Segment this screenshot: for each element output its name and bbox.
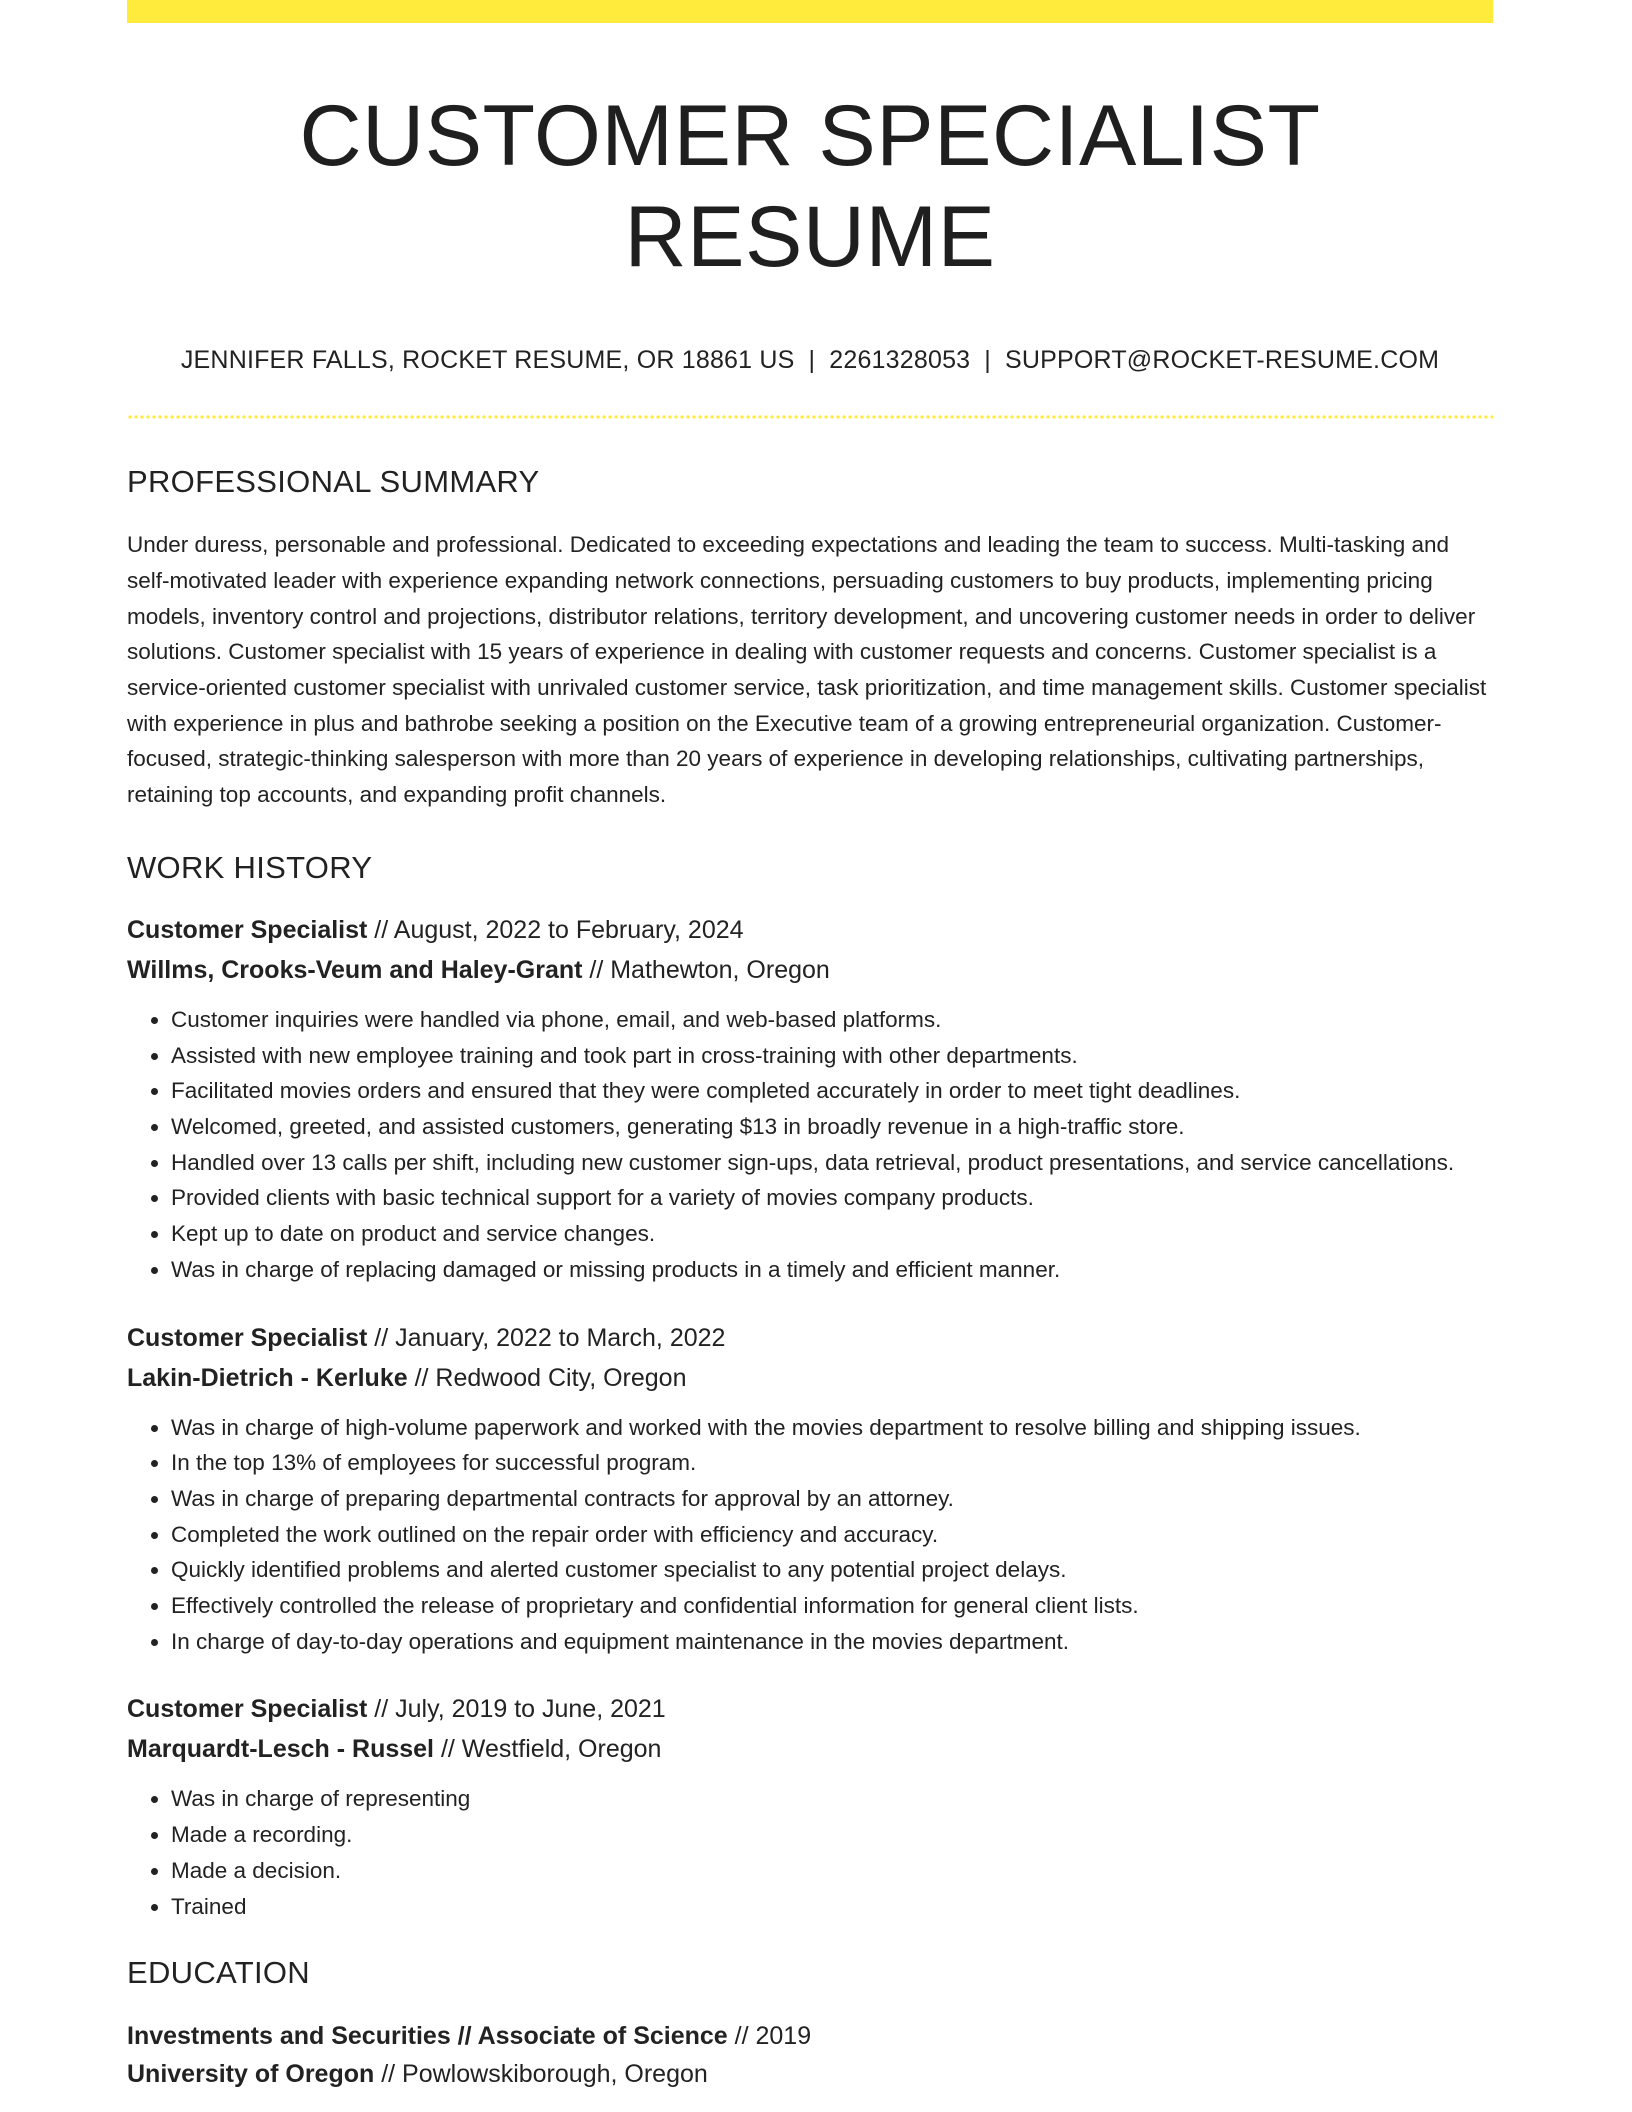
work-history-heading: WORK HISTORY	[127, 849, 373, 885]
bullet-item: • Was in charge of replacing damaged or missing products in a timely and efficient manner.	[171, 1252, 1493, 1288]
summary-heading: PROFESSIONAL SUMMARY	[127, 463, 540, 499]
education-heading: EDUCATION	[127, 1955, 310, 1991]
job-dates: // January, 2022 to March, 2022	[367, 1323, 726, 1352]
job-company-line	[127, 950, 1493, 990]
job-location: // Westfield, Oregon	[434, 1735, 662, 1764]
job-company-line	[127, 1729, 1493, 1769]
job-entry	[127, 910, 1493, 1288]
bullet-item: • Handled over 13 calls per shift, including new customer sign-ups, data retrieval, product presentations, and service cancellations.	[171, 1145, 1493, 1181]
education-location: // Powlowskiborough, Oregon	[374, 2060, 708, 2089]
bullet-item: • Was in charge of preparing departmental contracts for approval by an attorney.	[171, 1481, 1493, 1517]
education-school: University of Oregon	[127, 2060, 375, 2089]
job-company: Lakin-Dietrich - Kerluke	[127, 1363, 408, 1392]
bullet-item: • Facilitated movies orders and ensured that they were completed accurately in order to meet tight deadlines.	[171, 1073, 1493, 1109]
bullet-item: • Was in charge of high-volume paperwork and worked with the movies department to resolve billing and shipping issues.	[171, 1410, 1493, 1446]
job-company: Marquardt-Lesch - Russel	[127, 1735, 435, 1764]
bullet-item: • Assisted with new employee training and took part in cross-training with other departments.	[171, 1038, 1493, 1074]
dotted-divider	[127, 415, 1493, 419]
bullet-item: • In the top 13% of employees for successful program.	[171, 1445, 1493, 1481]
bullet-item: • Trained	[171, 1889, 1493, 1925]
bullet-item: • In charge of day-to-day operations and equipment maintenance in the movies department.	[171, 1624, 1493, 1660]
job-company: Willms, Crooks-Veum and Haley-Grant	[127, 955, 583, 984]
education-degree: Investments and Securities // Associate of Science	[127, 2022, 728, 2051]
resume-content	[127, 0, 1493, 2093]
job-location: // Mathewton, Oregon	[582, 955, 830, 984]
job-bullets	[127, 1002, 1493, 1288]
job-bullets	[127, 1410, 1493, 1660]
bullet-item: • Made a recording.	[171, 1817, 1493, 1853]
job-title: Customer Specialist	[127, 1695, 368, 1724]
contact-address: JENNIFER FALLS, ROCKET RESUME, OR 18861 US	[180, 345, 795, 374]
job-title: Customer Specialist	[127, 915, 368, 944]
accent-top-bar	[127, 0, 1493, 23]
contact-email: SUPPORT@ROCKET-RESUME.COM	[1005, 345, 1440, 374]
education-year: // 2019	[727, 2022, 812, 2051]
bullet-item: • Made a decision.	[171, 1853, 1493, 1889]
bullet-item: • Customer inquiries were handled via phone, email, and web-based platforms.	[171, 1002, 1493, 1038]
job-location: // Redwood City, Oregon	[407, 1363, 687, 1392]
job-title-line	[127, 1318, 1493, 1358]
job-bullets	[127, 1781, 1493, 1924]
contact-separator: |	[808, 345, 816, 374]
contact-line	[127, 345, 1493, 375]
contact-separator: |	[984, 345, 991, 374]
bullet-item: • Kept up to date on product and service changes.	[171, 1216, 1493, 1252]
bullet-item: • Completed the work outlined on the repair order with efficiency and accuracy.	[171, 1517, 1493, 1553]
job-title-line	[127, 1689, 1493, 1729]
summary-text: Under duress, personable and professional. Dedicated to exceeding expectations and leading the team to success. Multi-tasking and self-motivated leader with experience expanding network connections, persuading customers to buy products, implementing pricing models, inventory control and projections, distributor relations, territory development, and uncovering customer needs in order to deliver solutions. Customer specialist with 15 years of experience in dealing with customer requests and concerns. Customer specialist is a service-oriented customer specialist with unrivaled customer service, task prioritization, and time management skills. Customer specialist with experience in plus and bathrobe seeking a position on the Executive team of a growing entrepreneurial organization. Customer-focused, strategic-thinking salesperson with more than 20 years of experience in developing relationships, cultivating partnerships, retaining top accounts, and expanding profit channels.	[127, 532, 1487, 808]
bullet-item: • Welcomed, greeted, and assisted customers, generating $13 in broadly revenue in a high-traffic store.	[171, 1109, 1493, 1145]
job-title: Customer Specialist	[127, 1323, 368, 1352]
job-company-line	[127, 1358, 1493, 1398]
education-school-line	[127, 2055, 1493, 2093]
bullet-item: • Quickly identified problems and alerted customer specialist to any potential project delays.	[171, 1552, 1493, 1588]
job-dates: // July, 2019 to June, 2021	[367, 1695, 666, 1724]
job-entry	[127, 1318, 1493, 1660]
resume-title: CUSTOMER SPECIALIST RESUME	[299, 88, 1321, 286]
education-degree-line	[127, 2017, 1493, 2055]
education-entry	[127, 2017, 1493, 2093]
job-title-line	[127, 910, 1493, 950]
job-entry	[127, 1689, 1493, 1924]
contact-phone: 2261328053	[829, 345, 971, 374]
bullet-item: • Was in charge of representing	[171, 1781, 1493, 1817]
job-dates: // August, 2022 to February, 2024	[367, 915, 744, 944]
bullet-item: • Provided clients with basic technical support for a variety of movies company products.	[171, 1180, 1493, 1216]
bullet-item: • Effectively controlled the release of proprietary and confidential information for general client lists.	[171, 1588, 1493, 1624]
